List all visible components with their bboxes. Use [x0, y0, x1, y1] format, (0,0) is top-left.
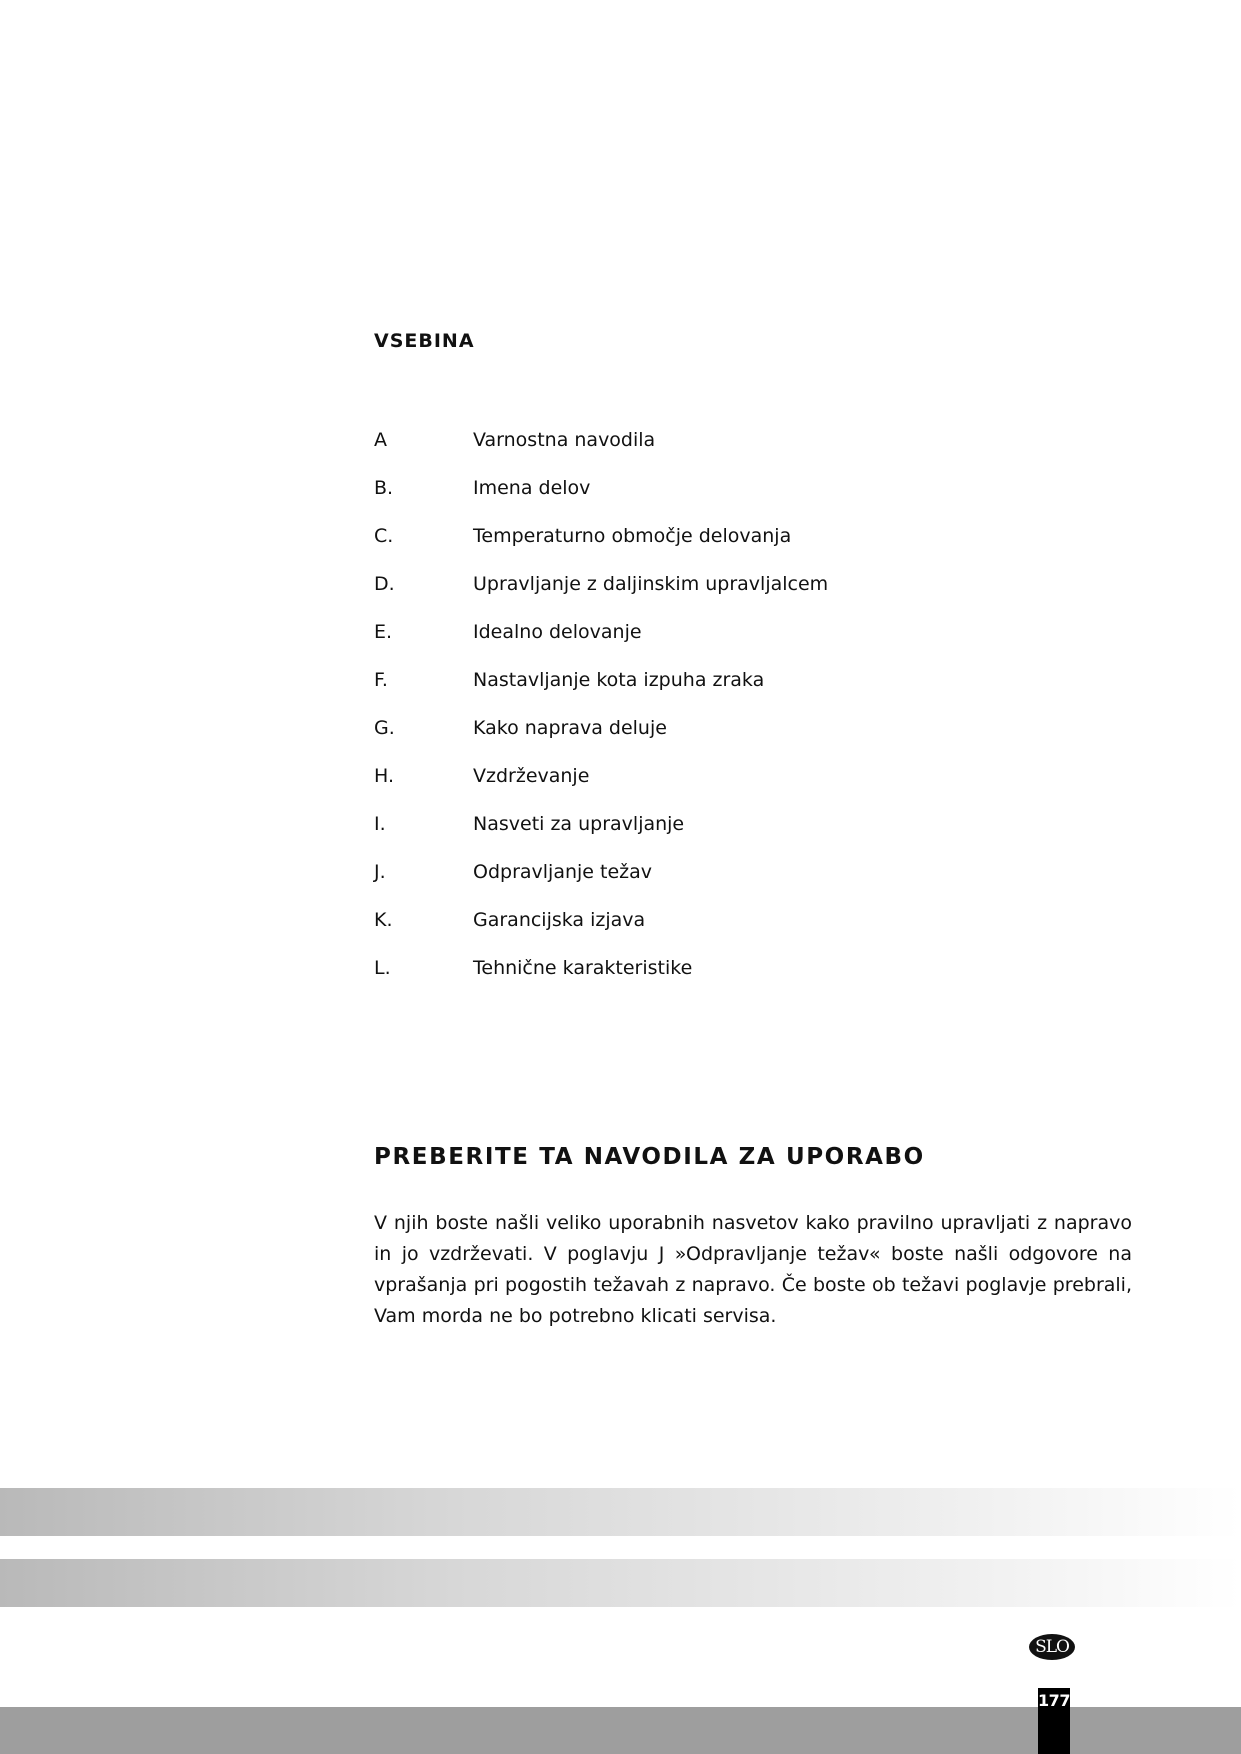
toc-item-letter: J.: [374, 861, 386, 883]
toc-item-letter: D.: [374, 573, 395, 595]
toc-item: [374, 762, 1074, 810]
section-heading: PREBERITE TA NAVODILA ZA UPORABO: [374, 1144, 925, 1170]
decorative-band-lower: [0, 1559, 1241, 1607]
toc-item-letter: E.: [374, 621, 393, 643]
toc-item: [374, 906, 1074, 954]
toc-item: [374, 474, 1074, 522]
toc-item-letter: C.: [374, 525, 394, 547]
toc-item: [374, 858, 1074, 906]
toc-item-title: Idealno delovanje: [473, 621, 642, 643]
toc-item-title: Vzdrževanje: [473, 765, 590, 787]
decorative-band-upper: [0, 1488, 1241, 1536]
toc-heading: VSEBINA: [374, 330, 475, 352]
toc-item-letter: L.: [374, 957, 391, 979]
toc-item: [374, 666, 1074, 714]
toc-item: [374, 714, 1074, 762]
toc-item-title: Odpravljanje težav: [473, 861, 653, 883]
toc-item-title: Kako naprava deluje: [473, 717, 667, 739]
toc-item-letter: H.: [374, 765, 394, 787]
toc-item-title: Upravljanje z daljinskim upravljalcem: [473, 573, 829, 595]
page-number: 177: [1038, 1688, 1070, 1754]
toc-item-title: Nasveti za upravljanje: [473, 813, 685, 835]
toc-item-title: Nastavljanje kota izpuha zraka: [473, 669, 765, 691]
toc-item: [374, 426, 1074, 474]
toc-item-letter: I.: [374, 813, 386, 835]
toc-item-letter: B.: [374, 477, 394, 499]
toc-item-title: Temperaturno območje delovanja: [473, 525, 792, 547]
toc-item-title: Tehnične karakteristike: [473, 957, 693, 979]
toc-item: [374, 810, 1074, 858]
toc-item-letter: F.: [374, 669, 388, 691]
toc-list: [374, 426, 1074, 1002]
toc-item-title: Varnostna navodila: [473, 429, 656, 451]
toc-item-letter: A: [374, 429, 387, 451]
toc-item-letter: K.: [374, 909, 393, 931]
toc-item: [374, 570, 1074, 618]
toc-item: [374, 522, 1074, 570]
language-badge: SLO: [1029, 1634, 1075, 1660]
toc-item-title: Imena delov: [473, 477, 591, 499]
intro-paragraph: V njih boste našli veliko uporabnih nasvetov kako pravilno upravljati z napravo in jo vzdrževati. V poglavju J »Odpravljanje težav« boste našli odgovore na vprašanja pri pogostih težavah z napravo. Če boste ob težavi poglavje prebrali, Vam morda ne bo potrebno klicati servisa.: [374, 1212, 1132, 1327]
toc-item: [374, 954, 1074, 1002]
toc-item-letter: G.: [374, 717, 395, 739]
toc-item-title: Garancijska izjava: [473, 909, 646, 931]
toc-item: [374, 618, 1074, 666]
